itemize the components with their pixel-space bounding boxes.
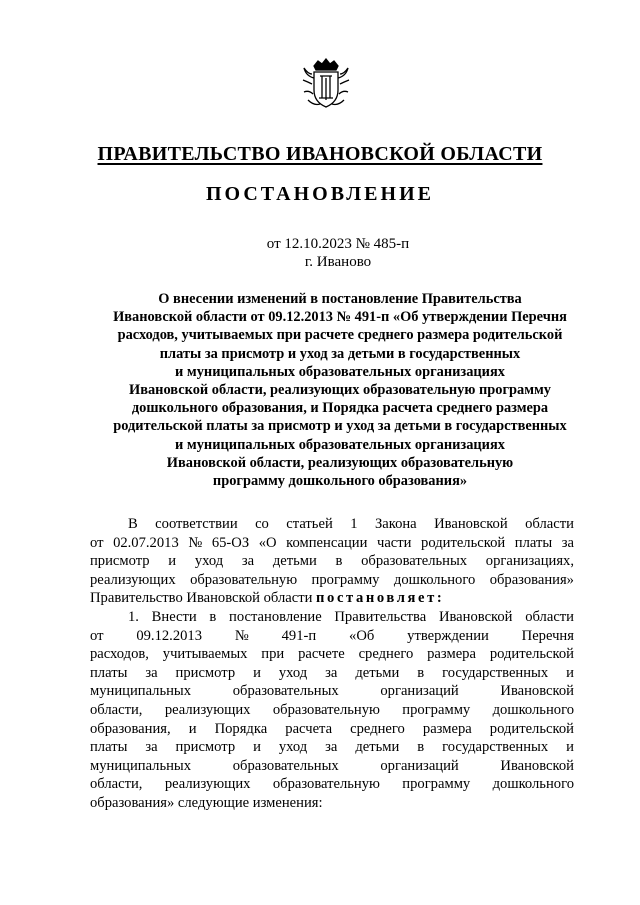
- word: области: [525, 516, 574, 532]
- word: организаций: [380, 757, 459, 774]
- word: размера: [422, 720, 472, 737]
- word: родительской: [489, 720, 574, 737]
- word: образовательную: [272, 701, 380, 718]
- word: учитываемых: [162, 646, 248, 663]
- word: 09.12.2013: [136, 627, 202, 644]
- body-line: [90, 515, 574, 534]
- word: в: [209, 608, 217, 625]
- word: и: [253, 739, 261, 756]
- word: образовательных: [232, 683, 339, 700]
- word: 1: [350, 516, 358, 532]
- word: реализующих: [164, 776, 251, 793]
- word: за: [325, 664, 338, 681]
- paragraph-preamble: [90, 515, 574, 589]
- preamble-subject: Правительство Ивановской области: [90, 590, 317, 607]
- word: присмотр: [175, 739, 236, 756]
- heading-line: платы за присмотр и уход за детьми в государственных: [159, 345, 521, 362]
- word: области,: [90, 776, 143, 793]
- word: 491-п: [281, 627, 317, 644]
- word: области: [525, 608, 574, 625]
- heading-line: и муниципальных образовательных организациях: [175, 363, 505, 380]
- word: соответствии: [155, 516, 238, 532]
- word: Порядка: [214, 720, 268, 737]
- word: реализующих: [164, 701, 251, 718]
- coat-of-arms-emblem: [300, 58, 352, 110]
- word: реализующих: [90, 571, 176, 588]
- word: за: [145, 739, 158, 756]
- heading-line: и муниципальных образовательных организациях: [175, 436, 505, 453]
- body-line: образования» следующие изменения:: [90, 794, 323, 811]
- word: и: [566, 664, 574, 681]
- word: образовательных: [232, 757, 339, 774]
- word: части: [376, 534, 412, 551]
- word: и: [253, 664, 261, 681]
- word: присмотр: [175, 664, 236, 681]
- heading-line: программу дошкольного образования»: [212, 473, 468, 490]
- word: за: [145, 664, 158, 681]
- document-body: [90, 515, 574, 813]
- word: в: [417, 664, 425, 681]
- word: образовательную: [272, 776, 380, 793]
- heading-line: дошкольного образования, и Порядка расчета среднего размера: [131, 400, 549, 417]
- body-line: [90, 645, 574, 664]
- body-line: [90, 701, 574, 720]
- word: дошкольного: [393, 571, 476, 588]
- paragraph-item-1: [90, 608, 574, 794]
- word: утверждении: [407, 627, 489, 644]
- word: организациях,: [485, 553, 574, 570]
- heading-line: родительской платы за присмотр и уход за детьми в государственных: [113, 418, 567, 435]
- body-line: [90, 682, 574, 701]
- body-line: [90, 775, 574, 794]
- word: 02.07.2013: [113, 534, 179, 551]
- document-type: ПОСТАНОВЛЕНИЕ: [206, 183, 434, 205]
- word: образовательную: [190, 571, 298, 588]
- word: среднего: [358, 646, 414, 663]
- word: уход: [278, 664, 308, 681]
- word: Внести: [151, 608, 197, 625]
- body-line: [90, 720, 574, 739]
- word: платы: [90, 739, 128, 756]
- word: Ивановской: [438, 608, 513, 625]
- word: муниципальных: [90, 757, 192, 774]
- body-line: [90, 589, 574, 608]
- body-line: [90, 534, 574, 553]
- word: программу: [402, 776, 471, 793]
- body-line: [90, 757, 574, 776]
- word: среднего: [350, 720, 405, 737]
- word: №: [188, 534, 203, 551]
- city: г. Иваново: [304, 254, 372, 270]
- word: образовательных: [361, 553, 468, 570]
- word: присмотр: [90, 553, 150, 570]
- word: Закона: [374, 516, 417, 532]
- word: муниципальных: [90, 683, 192, 700]
- word: и: [168, 553, 177, 570]
- government-title: ПРАВИТЕЛЬСТВО ИВАНОВСКОЙ ОБЛАСТИ: [97, 143, 543, 165]
- word: дошкольного: [492, 701, 574, 718]
- word: и: [188, 720, 197, 737]
- word: организаций: [380, 683, 459, 700]
- word: «О: [258, 534, 277, 551]
- body-line: [90, 664, 574, 683]
- word: в: [417, 739, 425, 756]
- word: расходов,: [90, 646, 149, 663]
- word: государственных: [442, 664, 549, 681]
- word: платы: [514, 534, 553, 551]
- word: родительской: [489, 646, 574, 663]
- word: государственных: [442, 739, 549, 756]
- word: за: [561, 534, 574, 551]
- heading-line: Ивановской области от 09.12.2013 № 491-п «Об утверждении Перечня: [113, 309, 567, 326]
- word: 1.: [128, 608, 139, 625]
- word: №: [234, 627, 249, 644]
- word: детьми: [272, 553, 317, 570]
- word: дошкольного: [492, 776, 574, 793]
- heading-line: Ивановской области, реализующих образовательную программу: [129, 382, 551, 399]
- word: программу: [402, 701, 471, 718]
- word: компенсации: [286, 534, 368, 551]
- word: детьми: [355, 664, 400, 681]
- word: детьми: [355, 739, 400, 756]
- word: программу: [311, 571, 380, 588]
- date-and-number: от 12.10.2023 № 485-п: [266, 236, 410, 252]
- word: за: [241, 553, 255, 570]
- word: расчета: [285, 720, 333, 737]
- body-line: [90, 571, 574, 590]
- word: расчете: [298, 646, 345, 663]
- word: «Об: [349, 627, 375, 644]
- word: родительской: [421, 534, 506, 551]
- heading-line: О внесении изменений в постановление Правительства: [158, 291, 522, 307]
- word: и: [566, 739, 574, 756]
- word: образования»: [489, 571, 574, 588]
- word: размера: [427, 646, 476, 663]
- word: Ивановской: [500, 757, 574, 774]
- word: со: [255, 516, 269, 532]
- word: платы: [90, 664, 128, 681]
- word: образования,: [90, 720, 171, 737]
- word: от: [90, 627, 104, 644]
- body-line: [90, 738, 574, 757]
- word: от: [90, 534, 104, 551]
- word: Перечня: [521, 627, 574, 644]
- heading-line: Ивановской области, реализующих образовательную: [166, 454, 514, 471]
- word: при: [261, 646, 285, 663]
- word: 65-ОЗ: [211, 534, 250, 551]
- word: уход: [278, 739, 308, 756]
- word: Правительства: [334, 608, 427, 625]
- word: за: [325, 739, 338, 756]
- word: области,: [90, 701, 143, 718]
- body-line: [90, 608, 574, 627]
- heading-line: расходов, учитываемых при расчете среднего размера родительской: [117, 327, 563, 344]
- word: В: [128, 516, 138, 532]
- word: уход: [194, 553, 224, 570]
- document-heading: [90, 290, 590, 490]
- word: Ивановской: [434, 516, 508, 532]
- word: статьей: [286, 516, 333, 532]
- word: в: [335, 553, 343, 570]
- resolves-word: постановляет:: [316, 590, 445, 607]
- word: постановление: [229, 608, 322, 625]
- word: Ивановской: [500, 683, 574, 700]
- body-line: [90, 552, 574, 571]
- body-line: [90, 627, 574, 646]
